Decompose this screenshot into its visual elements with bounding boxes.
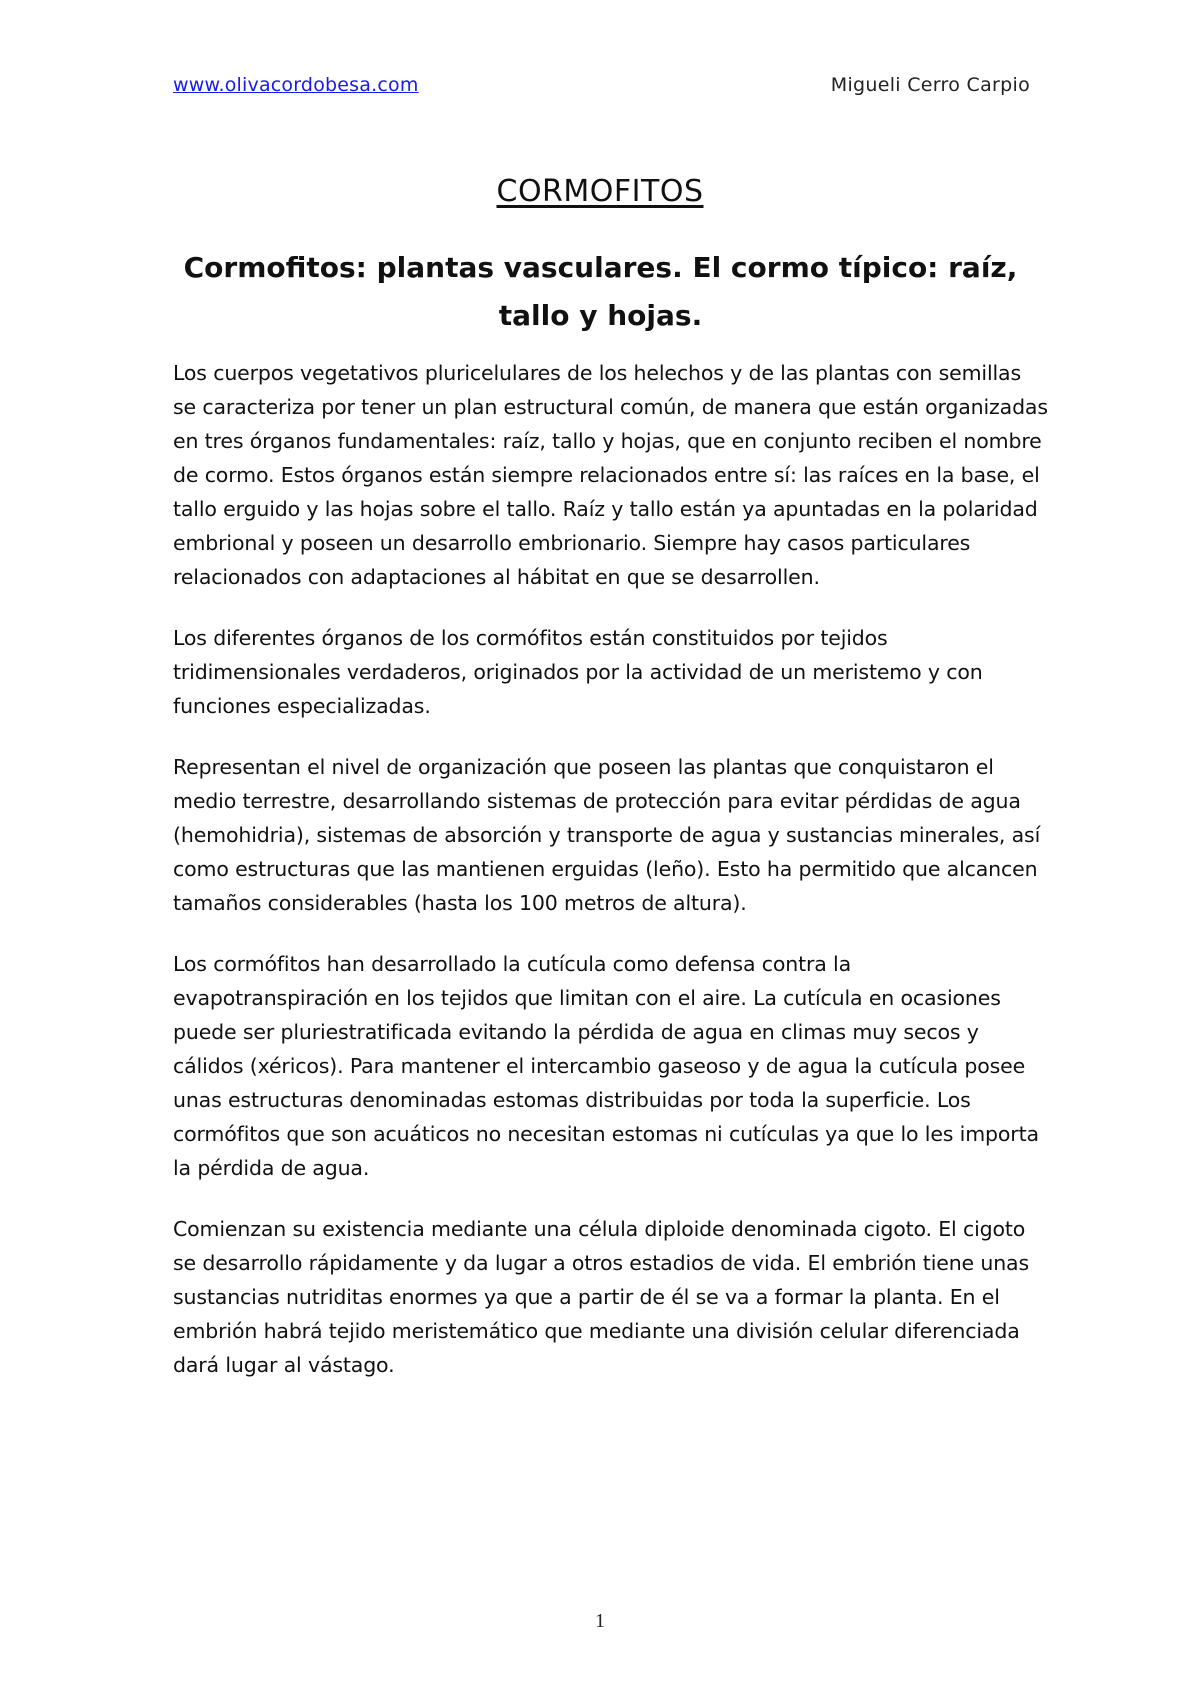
paragraph: Los cormófitos han desarrollado la cutícula como defensa contra la evapotranspiración en los tejidos que limitan con el aire. La cutícula en ocasiones puede ser pluriestratificada evitando la pérdida de agua en climas muy secos y cálidos (xéricos). Para mantener el intercambio gaseoso y de agua la cutícula posee unas estructuras denominadas estomas distribuidas por toda la superficie. Los cormófitos que son acuáticos no necesitan estomas ni cutículas ya que lo les importa la pérdida de agua. <box>173 952 1039 1180</box>
paragraph: Los diferentes órganos de los cormófitos están constituidos por tejidos tridimensionales verdaderos, originados por la actividad de un meristemo y con funciones especializadas. <box>173 626 983 718</box>
document-subtitle: Cormofitos: plantas vasculares. El cormo típico: raíz, tallo y hojas. <box>183 251 1018 332</box>
paragraph: Los cuerpos vegetativos pluricelulares de los helechos y de las plantas con semillas se caracteriza por tener un plan estructural común, de manera que están organizadas en tres órganos fundamentales: raíz, tallo y hojas, que en conjunto reciben el nombre de cormo. Estos órganos están siempre relacionados entre sí: las raíces en la base, el tallo erguido y las hojas sobre el tallo. Raíz y tallo están ya apuntadas en la polaridad embrional y poseen un desarrollo embrionario. Siempre hay casos particulares relacionados con adaptaciones al hábitat en que se desarrollen. <box>173 361 1048 589</box>
paragraph: Comienzan su existencia mediante una célula diploide denominada cigoto. El cigoto se desarrollo rápidamente y da lugar a otros estadios de vida. El embrión tiene unas sustancias nutriditas enormes ya que a partir de él se va a formar la planta. En el embrión habrá tejido meristemático que mediante una división celular diferenciada dará lugar al vástago. <box>173 1217 1029 1377</box>
page-number: 1 <box>595 1610 605 1632</box>
author-name: Migueli Cerro Carpio <box>830 74 1030 96</box>
paragraph: Representan el nivel de organización que poseen las plantas que conquistaron el medio terrestre, desarrollando sistemas de protección para evitar pérdidas de agua (hemohidria), sistemas de absorción y transporte de agua y sustancias minerales, así como estructuras que las mantienen erguidas (leño). Esto ha permitido que alcancen tamaños considerables (hasta los 100 metros de altura). <box>173 755 1041 915</box>
document-body <box>173 356 1048 1409</box>
website-link[interactable]: www.olivacordobesa.com <box>173 74 419 96</box>
page-header <box>173 74 1030 102</box>
document-title: CORMOFITOS <box>496 174 704 209</box>
